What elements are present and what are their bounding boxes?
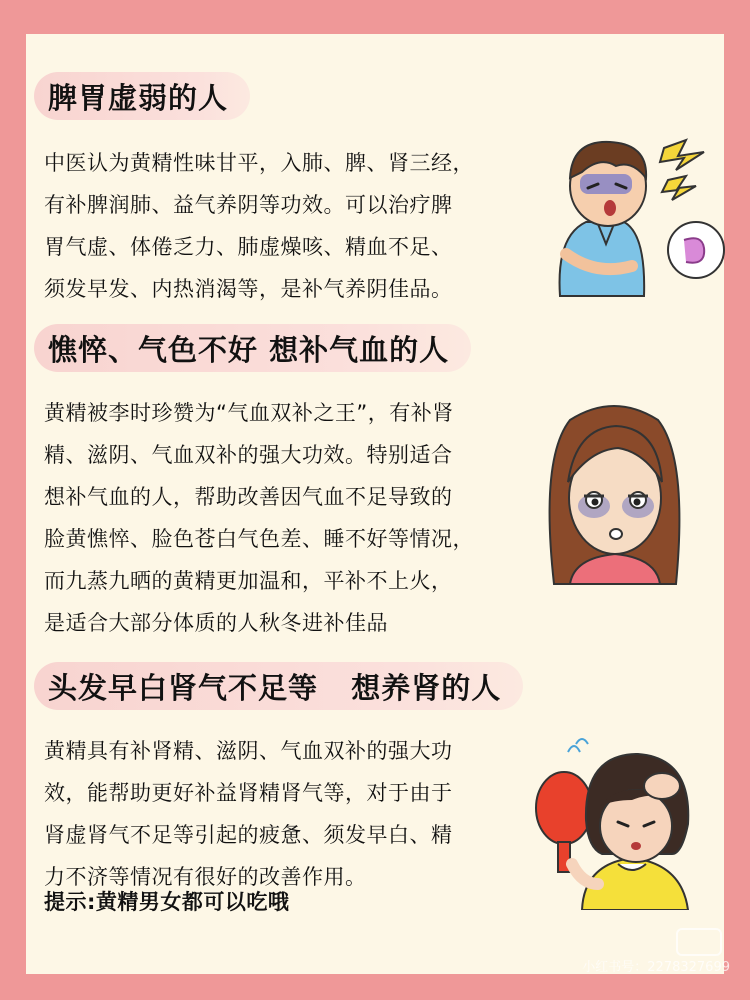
section-heading-3: 头发早白肾气不足等 想养肾的人 bbox=[34, 662, 523, 710]
text-line: 想补气血的人，帮助改善因气血不足导致的 bbox=[44, 485, 453, 509]
watermark-logo bbox=[676, 928, 722, 956]
section-text-1 bbox=[44, 142, 504, 310]
text-line: 脸黄憔悴、脸色苍白气色差、睡不好等情况， bbox=[44, 527, 474, 551]
tired-woman-icon bbox=[540, 398, 690, 588]
text-line: 是适合大部分体质的人秋冬进补佳品 bbox=[44, 611, 388, 635]
woman-with-mirror-icon bbox=[532, 734, 712, 910]
text-line: 胃气虚、体倦乏力、肺虚燥咳、精血不足、 bbox=[44, 235, 453, 259]
text-line: 中医认为黄精性味甘平，入肺、脾、肾三经， bbox=[44, 151, 474, 175]
text-line: 有补脾润肺、益气养阴等功效。可以治疗脾 bbox=[44, 193, 453, 217]
text-line: 效，能帮助更好补益肾精肾气等，对于由于 bbox=[44, 781, 453, 805]
section-heading-1: 脾胃虚弱的人 bbox=[34, 72, 250, 120]
tip-text: 提示:黄精男女都可以吃哦 bbox=[44, 890, 290, 914]
section-heading-2: 憔悴、气色不好 想补气血的人 bbox=[34, 324, 471, 372]
text-line: 精、滋阴、气血双补的强大功效。特别适合 bbox=[44, 443, 453, 467]
text-line: 黄精具有补肾精、滋阴、气血双补的强大功 bbox=[44, 739, 453, 763]
text-line: 力不济等情况有很好的改善作用。 bbox=[44, 865, 367, 889]
boy-stomach-ache-icon bbox=[536, 126, 726, 306]
text-line: 肾虚肾气不足等引起的疲惫、须发早白、精 bbox=[44, 823, 453, 847]
watermark-text: 小红书号：2278327699 bbox=[582, 960, 730, 975]
section-text-2 bbox=[44, 392, 504, 644]
text-line: 须发早发、内热消渴等，是补气养阴佳品。 bbox=[44, 277, 453, 301]
text-line: 而九蒸九晒的黄精更加温和，平补不上火， bbox=[44, 569, 453, 593]
section-text-3 bbox=[44, 730, 504, 898]
text-line: 黄精被李时珍赞为“气血双补之王”，有补肾 bbox=[44, 401, 454, 425]
